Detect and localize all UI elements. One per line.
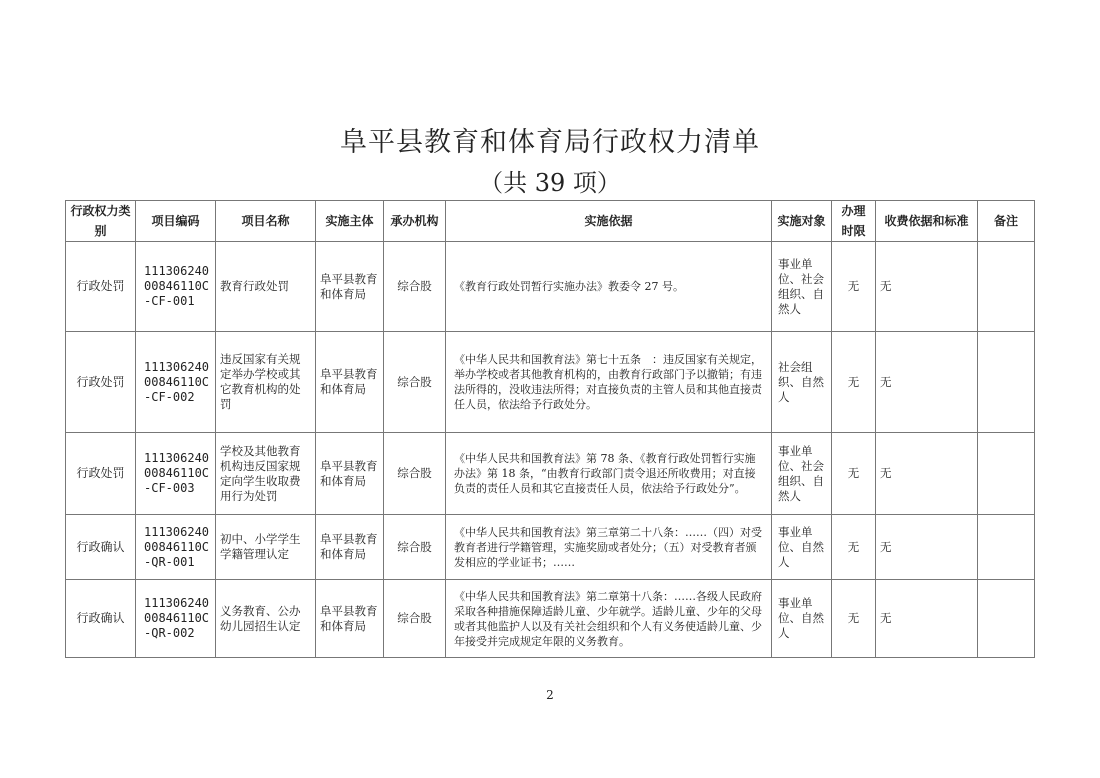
cell-agency: 综合股 (384, 515, 446, 580)
cell-time-limit: 无 (832, 433, 876, 515)
cell-basis: 《中华人民共和国教育法》第 78 条、《教育行政处罚暂行实施办法》第 18 条，“由教育行政部门责令退还所收费用；对直接负责的责任人员和其它直接责任人员，依法给予行政处分”。 (446, 433, 772, 515)
cell-subject: 阜平县教育和体育局 (316, 580, 384, 658)
power-list-table (65, 200, 1035, 658)
cell-agency: 综合股 (384, 242, 446, 332)
cell-target: 社会组织、自然人 (772, 332, 832, 433)
cell-note (978, 242, 1035, 332)
cell-code: 11130624000846110C-CF-003 (136, 433, 216, 515)
cell-code: 11130624000846110C-QR-002 (136, 580, 216, 658)
cell-subject: 阜平县教育和体育局 (316, 242, 384, 332)
document-title: 阜平县教育和体育局行政权力清单 (340, 127, 760, 158)
column-header: 实施依据 (446, 201, 772, 242)
cell-agency: 综合股 (384, 433, 446, 515)
column-header: 行政权力类别 (66, 201, 136, 242)
cell-code: 11130624000846110C-CF-001 (136, 242, 216, 332)
cell-name: 义务教育、公办幼儿园招生认定 (216, 580, 316, 658)
cell-category: 行政确认 (66, 515, 136, 580)
cell-note (978, 580, 1035, 658)
cell-name: 初中、小学学生学籍管理认定 (216, 515, 316, 580)
cell-time-limit: 无 (832, 332, 876, 433)
table-header-row (66, 201, 1035, 242)
column-header: 办理时限 (832, 201, 876, 242)
cell-time-limit: 无 (832, 580, 876, 658)
column-header: 承办机构 (384, 201, 446, 242)
column-header: 实施对象 (772, 201, 832, 242)
cell-basis: 《中华人民共和国教育法》第七十五条 ：违反国家有关规定，举办学校或者其他教育机构的，由教育行政部门予以撤销；有违法所得的，没收违法所得；对直接负责的主管人员和其他直接责任人员，依法给予行政处分。 (446, 332, 772, 433)
cell-code: 11130624000846110C-QR-001 (136, 515, 216, 580)
cell-category: 行政确认 (66, 580, 136, 658)
table-row (66, 433, 1035, 515)
cell-note (978, 332, 1035, 433)
cell-basis: 《中华人民共和国教育法》第二章第十八条：……各级人民政府采取各种措施保障适龄儿童、少年就学。适龄儿童、少年的父母或者其他监护人以及有关社会组织和个人有义务使适龄儿童、少年接受并完成规定年限的义务教育。 (446, 580, 772, 658)
cell-fee: 无 (876, 515, 978, 580)
cell-category: 行政处罚 (66, 433, 136, 515)
column-header: 收费依据和标准 (876, 201, 978, 242)
cell-subject: 阜平县教育和体育局 (316, 515, 384, 580)
cell-code: 11130624000846110C-CF-002 (136, 332, 216, 433)
cell-name: 教育行政处罚 (216, 242, 316, 332)
cell-time-limit: 无 (832, 242, 876, 332)
page-number: 2 (546, 688, 554, 702)
cell-target: 事业单位、自然人 (772, 515, 832, 580)
cell-fee: 无 (876, 332, 978, 433)
cell-target: 事业单位、社会组织、自然人 (772, 433, 832, 515)
column-header: 项目编码 (136, 201, 216, 242)
table-row (66, 580, 1035, 658)
cell-name: 违反国家有关规定举办学校或其它教育机构的处罚 (216, 332, 316, 433)
table-row (66, 242, 1035, 332)
document-subtitle: （共 39 项） (479, 169, 621, 197)
cell-target: 事业单位、自然人 (772, 580, 832, 658)
table-row (66, 332, 1035, 433)
cell-basis: 《中华人民共和国教育法》第三章第二十八条：……（四）对受教育者进行学籍管理，实施奖励或者处分；（五）对受教育者颁发相应的学业证书；…… (446, 515, 772, 580)
cell-fee: 无 (876, 580, 978, 658)
cell-subject: 阜平县教育和体育局 (316, 332, 384, 433)
cell-basis: 《教育行政处罚暂行实施办法》教委令 27 号。 (446, 242, 772, 332)
column-header: 项目名称 (216, 201, 316, 242)
column-header: 实施主体 (316, 201, 384, 242)
cell-subject: 阜平县教育和体育局 (316, 433, 384, 515)
column-header: 备注 (978, 201, 1035, 242)
cell-agency: 综合股 (384, 332, 446, 433)
cell-time-limit: 无 (832, 515, 876, 580)
cell-note (978, 515, 1035, 580)
cell-category: 行政处罚 (66, 242, 136, 332)
cell-category: 行政处罚 (66, 332, 136, 433)
cell-fee: 无 (876, 242, 978, 332)
cell-note (978, 433, 1035, 515)
cell-fee: 无 (876, 433, 978, 515)
cell-target: 事业单位、社会组织、自然人 (772, 242, 832, 332)
cell-agency: 综合股 (384, 580, 446, 658)
cell-name: 学校及其他教育机构违反国家规定向学生收取费用行为处罚 (216, 433, 316, 515)
table-row (66, 515, 1035, 580)
